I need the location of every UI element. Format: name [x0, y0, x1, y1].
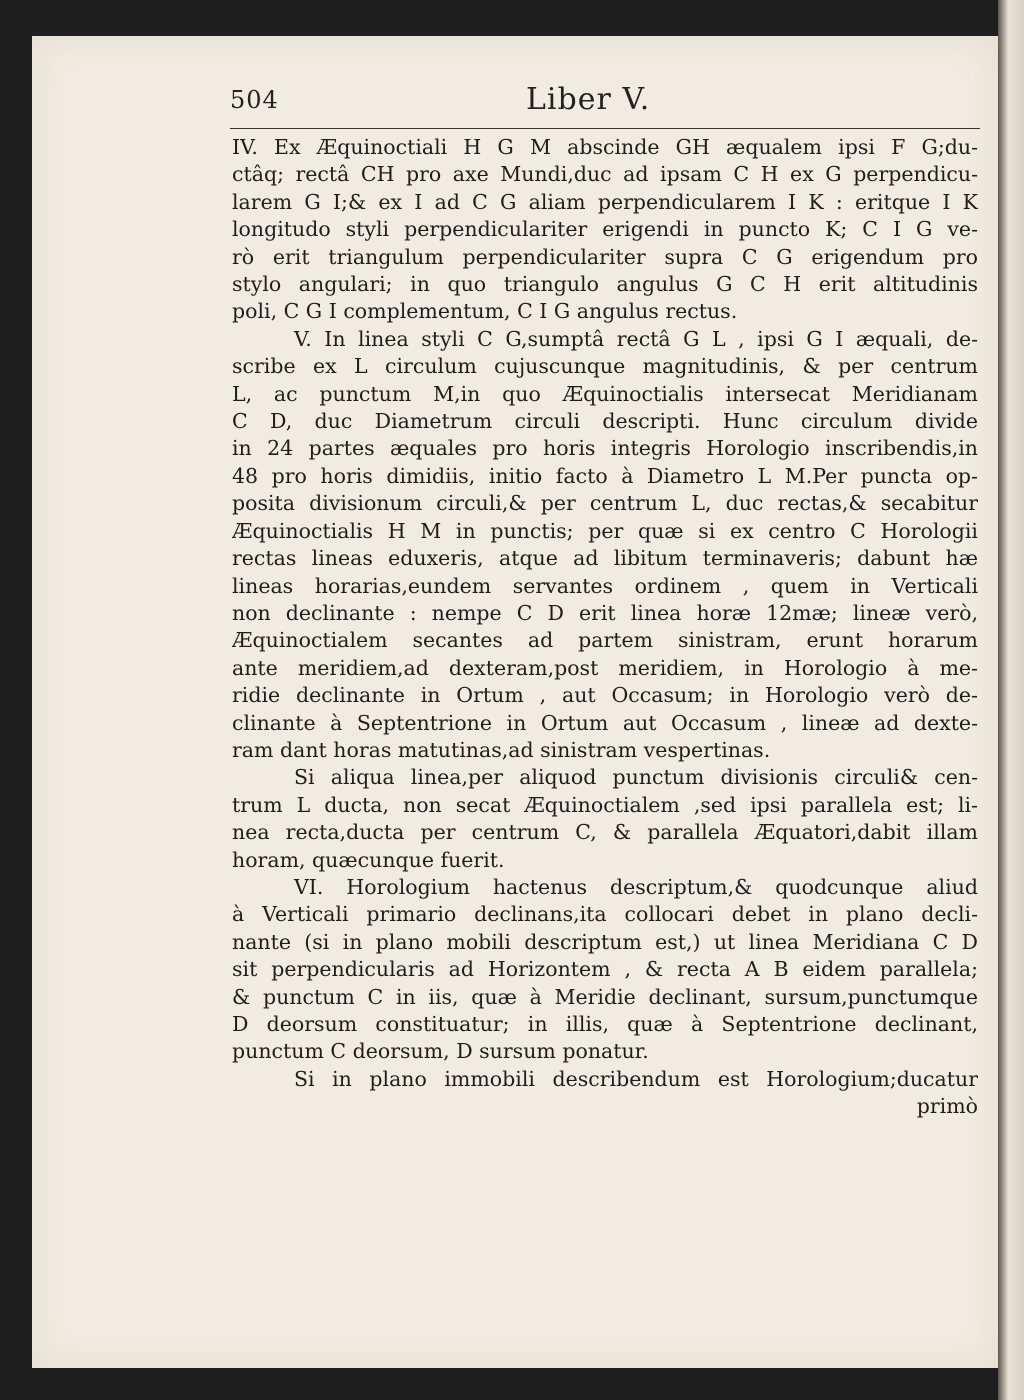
- catchword: primò: [916, 1094, 978, 1119]
- text-line: D deorsum constituatur; in illis, quæ à Septentrione declinant,: [232, 1012, 978, 1036]
- paragraph-v: [232, 326, 978, 765]
- text-line: L, ac punctum M,in quo Æquinoctialis intersecat Meridianam: [232, 381, 978, 406]
- text-line: lineas horarias,eundem servantes ordinem , quem in Verticali: [232, 573, 978, 598]
- text-line: à Verticali primario declinans,ita collocari debet in plano decli-: [232, 902, 978, 927]
- text-line: ctâq; rectâ CH pro axe Mundi,duc ad ipsam C H ex G perpendicu-: [232, 162, 978, 187]
- header-rule: [230, 128, 980, 129]
- text-line: rectas lineas eduxeris, atque ad libitum terminaveris; dabunt hæ: [232, 546, 978, 571]
- text-line: poli, C G I complementum, C I G angulus rectus.: [232, 299, 738, 324]
- text-line: punctum C deorsum, D sursum ponatur.: [232, 1039, 649, 1064]
- text-line: Æquinoctialis H M in punctis; per quæ si ex centro C Horologii: [232, 518, 978, 543]
- text-line: Æquinoctialem secantes ad partem sinistram, erunt horarum: [232, 628, 978, 653]
- running-title: Liber V.: [526, 82, 651, 117]
- paragraph-vi: [232, 874, 978, 1066]
- text-line: ante meridiem,ad dexteram,post meridiem, in Horologio à me-: [232, 655, 978, 680]
- text-line: trum L ducta, non secat Æquinoctialem ,sed ipsi parallela est; li-: [232, 792, 978, 817]
- text-line: larem G I;& ex I ad C G aliam perpendicularem I K : eritque I K: [232, 189, 978, 214]
- page-number: 504: [230, 86, 279, 114]
- text-line: clinante à Septentrione in Ortum aut Occasum , lineæ ad dexte-: [232, 710, 978, 735]
- text-line: posita divisionum circuli,& per centrum L, duc rectas,& secabitur: [232, 491, 978, 516]
- text-line: non declinante : nempe C D erit linea horæ 12mæ; lineæ verò,: [232, 600, 978, 625]
- text-line: V. In linea styli C G,sumptâ rectâ G L , ipsi G I æquali, de-: [294, 326, 978, 351]
- text-line: rò erit triangulum perpendiculariter supra C G erigendum pro: [232, 244, 978, 269]
- running-header: [230, 82, 982, 126]
- text-line: & punctum C in iis, quæ à Meridie declinant, sursum,punctumque: [232, 984, 978, 1009]
- text-line: nante (si in plano mobili descriptum est,) ut linea Meridiana C D: [232, 929, 978, 954]
- text-line: C D, duc Diametrum circuli descripti. Hunc circulum divide: [232, 409, 978, 434]
- text-line: longitudo styli perpendiculariter erigendi in puncto K; C I G ve-: [232, 217, 978, 242]
- text-line: VI. Horologium hactenus descriptum,& quodcunque aliud: [294, 874, 978, 899]
- text-line: IV. Ex Æquinoctiali H G M abscinde GH æqualem ipsi F G;du-: [232, 135, 978, 159]
- text-line: in 24 partes æquales pro horis integris Horologio inscribendis,in: [232, 436, 978, 461]
- paragraph-iv: [232, 134, 978, 326]
- adjacent-page-edge: [998, 0, 1024, 1400]
- text-line: scribe ex L circulum cujuscunque magnitudinis, & per centrum: [232, 354, 978, 379]
- text-line: stylo angulari; in quo triangulo angulus G C H erit altitudinis: [232, 272, 978, 297]
- text-line: Si aliqua linea,per aliquod punctum divisionis circuli& cen-: [294, 765, 978, 790]
- text-line: 48 pro horis dimidiis, initio facto à Diametro L M.Per puncta op-: [232, 463, 978, 488]
- body-text: [232, 134, 978, 1121]
- text-line: ram dant horas matutinas,ad sinistram vespertinas.: [232, 737, 771, 762]
- paragraph-si-aliqua: [232, 764, 978, 874]
- paragraph-si-in-plano: [232, 1066, 978, 1121]
- text-line: horam, quæcunque fuerit.: [232, 847, 505, 872]
- text-line: sit perpendicularis ad Horizontem , & recta A B eidem parallela;: [232, 957, 978, 982]
- text-line: nea recta,ducta per centrum C, & parallela Æquatori,dabit illam: [232, 820, 978, 845]
- text-line: ridie declinante in Ortum , aut Occasum; in Horologio verò de-: [232, 683, 978, 708]
- text-line: Si in plano immobili describendum est Horologium;ducatur: [294, 1066, 978, 1091]
